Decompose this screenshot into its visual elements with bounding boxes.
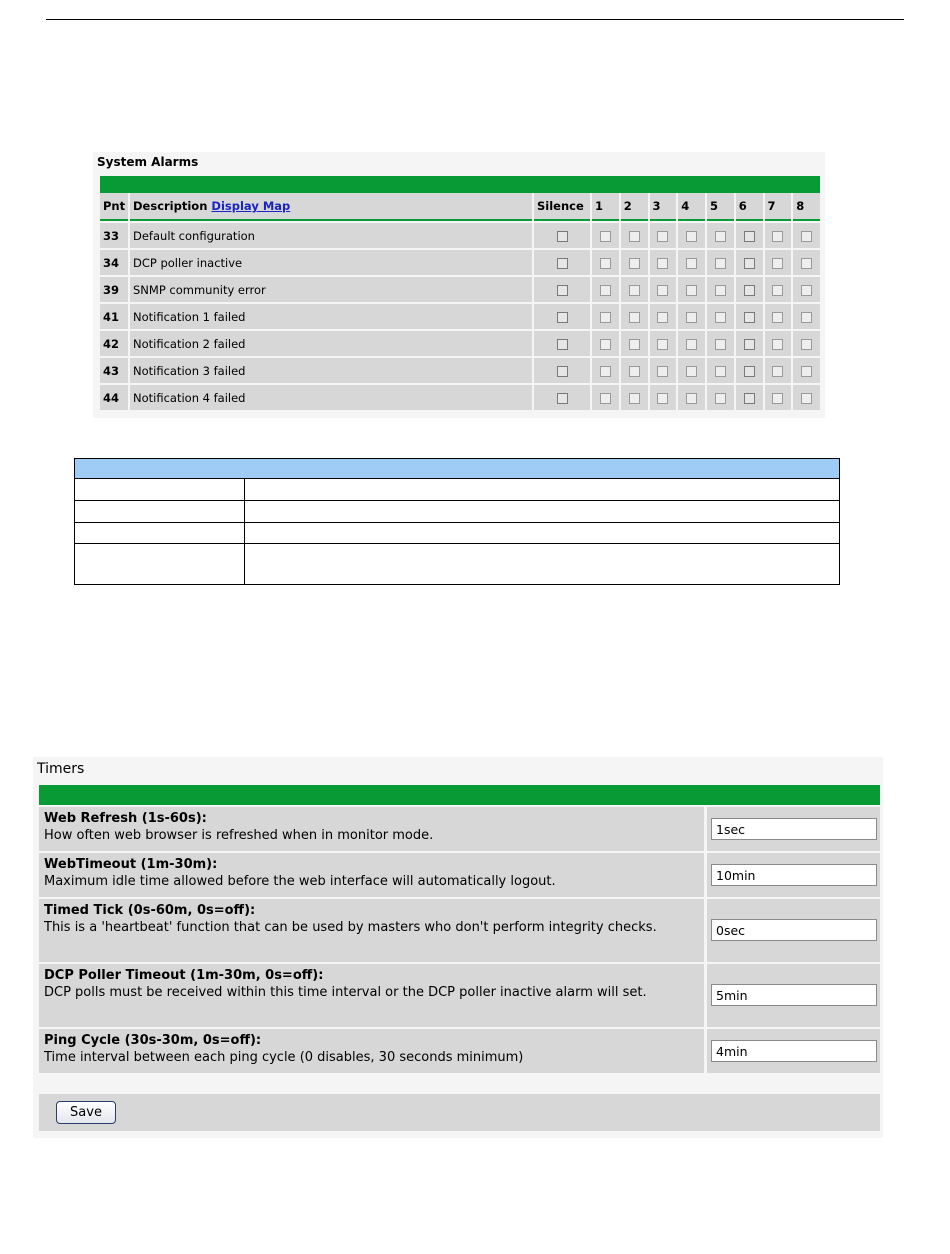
notification-3-checkbox[interactable] [657, 285, 668, 296]
notification-cell [707, 383, 734, 410]
timer-description: Maximum idle time allowed before the web interface will automatically logout. [44, 874, 556, 889]
alarm-point: 43 [100, 356, 128, 383]
col-description-label: Description [133, 199, 208, 213]
notification-cell [678, 302, 705, 329]
timer-value-cell [707, 807, 880, 851]
blank-info-table [74, 458, 840, 585]
notification-cell [621, 329, 648, 356]
notification-5-checkbox[interactable] [715, 285, 726, 296]
timer-label-cell [39, 964, 704, 1027]
timer-row [39, 899, 880, 962]
notification-cell [793, 383, 820, 410]
save-button[interactable]: Save [56, 1101, 116, 1124]
notification-6-checkbox[interactable] [744, 312, 755, 323]
timer-label: Web Refresh (1s-60s): [44, 811, 207, 826]
save-bar [39, 1094, 880, 1131]
notification-8-checkbox[interactable] [801, 339, 812, 350]
alarm-description: Notification 3 failed [130, 356, 532, 383]
notification-cell [678, 356, 705, 383]
silence-cell [534, 275, 590, 302]
timer-value-input[interactable] [711, 1040, 877, 1062]
notification-8-checkbox[interactable] [801, 312, 812, 323]
notification-cell [621, 248, 648, 275]
notification-cell [736, 248, 763, 275]
silence-checkbox[interactable] [557, 312, 568, 323]
notification-cell [793, 275, 820, 302]
timer-row [39, 1029, 880, 1073]
col-notif-1: 1 [592, 193, 619, 221]
silence-checkbox[interactable] [557, 339, 568, 350]
alarm-row [100, 248, 820, 275]
notification-cell [678, 275, 705, 302]
notification-3-checkbox[interactable] [657, 312, 668, 323]
notification-cell [765, 221, 792, 248]
notification-5-checkbox[interactable] [715, 339, 726, 350]
system-alarms-title: System Alarms [97, 155, 199, 169]
notification-6-checkbox[interactable] [744, 285, 755, 296]
notification-4-checkbox[interactable] [686, 258, 697, 269]
notification-cell [793, 248, 820, 275]
silence-cell [534, 221, 590, 248]
notification-cell [736, 302, 763, 329]
blank-cell [245, 523, 840, 544]
timer-description: How often web browser is refreshed when in monitor mode. [44, 828, 434, 843]
notification-3-checkbox[interactable] [657, 339, 668, 350]
notification-6-checkbox[interactable] [744, 366, 755, 377]
notification-1-checkbox[interactable] [600, 339, 611, 350]
notification-cell [650, 275, 677, 302]
timer-label: WebTimeout (1m-30m): [44, 857, 218, 872]
notification-2-checkbox[interactable] [629, 231, 640, 242]
notification-7-checkbox[interactable] [772, 366, 783, 377]
notification-8-checkbox[interactable] [801, 285, 812, 296]
notification-cell [621, 275, 648, 302]
notification-cell [592, 356, 619, 383]
silence-checkbox[interactable] [557, 393, 568, 404]
notification-4-checkbox[interactable] [686, 393, 697, 404]
col-description [130, 193, 532, 221]
alarm-point: 42 [100, 329, 128, 356]
alarm-point: 41 [100, 302, 128, 329]
notification-cell [650, 329, 677, 356]
notification-cell [765, 329, 792, 356]
notification-cell [650, 248, 677, 275]
notification-5-checkbox[interactable] [715, 258, 726, 269]
notification-3-checkbox[interactable] [657, 258, 668, 269]
silence-cell [534, 383, 590, 410]
notification-cell [707, 221, 734, 248]
alarms-header-bar [100, 176, 820, 193]
notification-7-checkbox[interactable] [772, 339, 783, 350]
timer-label: DCP Poller Timeout (1m-30m, 0s=off): [44, 968, 324, 983]
notification-cell [678, 329, 705, 356]
notification-1-checkbox[interactable] [600, 285, 611, 296]
notification-7-checkbox[interactable] [772, 231, 783, 242]
notification-4-checkbox[interactable] [686, 285, 697, 296]
notification-3-checkbox[interactable] [657, 231, 668, 242]
timers-title: Timers [37, 761, 85, 777]
alarm-row [100, 221, 820, 248]
notification-cell [793, 329, 820, 356]
notification-1-checkbox[interactable] [600, 393, 611, 404]
notification-4-checkbox[interactable] [686, 312, 697, 323]
notification-cell [765, 302, 792, 329]
notification-6-checkbox[interactable] [744, 393, 755, 404]
alarm-row [100, 302, 820, 329]
notification-5-checkbox[interactable] [715, 366, 726, 377]
alarm-description: Default configuration [130, 221, 532, 248]
col-notif-6: 6 [736, 193, 763, 221]
timer-value-cell [707, 899, 880, 962]
blank-cell [245, 501, 840, 523]
notification-2-checkbox[interactable] [629, 366, 640, 377]
alarm-point: 33 [100, 221, 128, 248]
alarm-description: Notification 1 failed [130, 302, 532, 329]
col-notif-2: 2 [621, 193, 648, 221]
notification-cell [765, 356, 792, 383]
silence-checkbox[interactable] [557, 258, 568, 269]
notification-1-checkbox[interactable] [600, 231, 611, 242]
col-notif-4: 4 [678, 193, 705, 221]
silence-cell [534, 302, 590, 329]
notification-cell [592, 221, 619, 248]
notification-cell [736, 329, 763, 356]
alarm-row [100, 275, 820, 302]
timer-value-input[interactable] [711, 984, 877, 1006]
timer-value-cell [707, 853, 880, 897]
timer-row [39, 807, 880, 851]
timer-value-cell [707, 964, 880, 1027]
notification-4-checkbox[interactable] [686, 339, 697, 350]
notification-cell [650, 302, 677, 329]
notification-cell [621, 383, 648, 410]
timer-label: Timed Tick (0s-60m, 0s=off): [44, 903, 256, 918]
notification-3-checkbox[interactable] [657, 366, 668, 377]
blank-cell [75, 479, 245, 501]
notification-2-checkbox[interactable] [629, 312, 640, 323]
timer-label-cell [39, 807, 704, 851]
alarm-description: Notification 2 failed [130, 329, 532, 356]
timer-label-cell [39, 853, 704, 897]
alarm-point: 44 [100, 383, 128, 410]
notification-8-checkbox[interactable] [801, 231, 812, 242]
notification-7-checkbox[interactable] [772, 312, 783, 323]
notification-cell [678, 383, 705, 410]
notification-2-checkbox[interactable] [629, 393, 640, 404]
timer-value-input[interactable] [711, 919, 877, 941]
display-map-link[interactable]: Display Map [211, 199, 291, 213]
notification-cell [707, 356, 734, 383]
timer-label: Ping Cycle (30s-30m, 0s=off): [44, 1033, 262, 1048]
notification-cell [621, 302, 648, 329]
notification-8-checkbox[interactable] [801, 258, 812, 269]
silence-checkbox[interactable] [557, 285, 568, 296]
top-rule [46, 19, 904, 20]
notification-cell [765, 248, 792, 275]
alarms-column-headers [100, 193, 820, 221]
alarm-row [100, 383, 820, 410]
notification-cell [592, 302, 619, 329]
notification-cell [592, 248, 619, 275]
silence-cell [534, 329, 590, 356]
alarm-description: Notification 4 failed [130, 383, 532, 410]
timer-label-cell [39, 899, 704, 962]
notification-8-checkbox[interactable] [801, 393, 812, 404]
alarm-point: 34 [100, 248, 128, 275]
notification-cell [592, 275, 619, 302]
notification-2-checkbox[interactable] [629, 258, 640, 269]
blank-table-header [75, 459, 840, 479]
alarm-point: 39 [100, 275, 128, 302]
notification-cell [621, 356, 648, 383]
blank-cell [75, 501, 245, 523]
notification-3-checkbox[interactable] [657, 393, 668, 404]
notification-6-checkbox[interactable] [744, 339, 755, 350]
notification-cell [736, 356, 763, 383]
alarm-description: SNMP community error [130, 275, 532, 302]
notification-7-checkbox[interactable] [772, 258, 783, 269]
notification-5-checkbox[interactable] [715, 393, 726, 404]
notification-cell [621, 221, 648, 248]
timer-description: Time interval between each ping cycle (0 disables, 30 seconds minimum) [44, 1050, 524, 1065]
notification-cell [707, 248, 734, 275]
silence-checkbox[interactable] [557, 231, 568, 242]
notification-7-checkbox[interactable] [772, 393, 783, 404]
notification-cell [707, 329, 734, 356]
blank-cell [75, 523, 245, 544]
blank-cell [75, 544, 245, 585]
timer-description: DCP polls must be received within this time interval or the DCP poller inactive alarm will set. [44, 985, 647, 1000]
notification-1-checkbox[interactable] [600, 312, 611, 323]
notification-cell [793, 302, 820, 329]
notification-1-checkbox[interactable] [600, 366, 611, 377]
notification-cell [736, 221, 763, 248]
notification-cell [707, 275, 734, 302]
notification-5-checkbox[interactable] [715, 312, 726, 323]
col-notif-7: 7 [765, 193, 792, 221]
timer-row [39, 853, 880, 897]
notification-cell [765, 383, 792, 410]
alarm-description: DCP poller inactive [130, 248, 532, 275]
silence-checkbox[interactable] [557, 366, 568, 377]
notification-2-checkbox[interactable] [629, 285, 640, 296]
notification-8-checkbox[interactable] [801, 366, 812, 377]
timer-description: This is a 'heartbeat' function that can be used by masters who don't perform integrity checks. [44, 920, 657, 935]
notification-5-checkbox[interactable] [715, 231, 726, 242]
timers-header-bar [39, 785, 880, 805]
notification-cell [736, 383, 763, 410]
alarm-row [100, 329, 820, 356]
col-notif-8: 8 [793, 193, 820, 221]
notification-cell [765, 275, 792, 302]
notification-cell [793, 221, 820, 248]
notification-cell [592, 383, 619, 410]
silence-cell [534, 356, 590, 383]
notification-cell [793, 356, 820, 383]
blank-cell [245, 544, 840, 585]
notification-cell [650, 221, 677, 248]
timer-label-cell [39, 1029, 704, 1073]
notification-cell [707, 302, 734, 329]
timer-value-input[interactable] [711, 864, 877, 886]
timers-panel [33, 757, 883, 1138]
timer-value-input[interactable] [711, 818, 877, 840]
timer-value-cell [707, 1029, 880, 1073]
notification-1-checkbox[interactable] [600, 258, 611, 269]
notification-7-checkbox[interactable] [772, 285, 783, 296]
system-alarms-panel [93, 152, 825, 418]
col-silence: Silence [534, 193, 590, 221]
timer-row [39, 964, 880, 1027]
col-notif-5: 5 [707, 193, 734, 221]
notification-cell [736, 275, 763, 302]
notification-cell [678, 221, 705, 248]
notification-2-checkbox[interactable] [629, 339, 640, 350]
silence-cell [534, 248, 590, 275]
blank-cell [245, 479, 840, 501]
notification-cell [650, 383, 677, 410]
notification-6-checkbox[interactable] [744, 231, 755, 242]
col-notif-3: 3 [650, 193, 677, 221]
notification-4-checkbox[interactable] [686, 366, 697, 377]
notification-4-checkbox[interactable] [686, 231, 697, 242]
notification-cell [678, 248, 705, 275]
col-pnt: Pnt [100, 193, 128, 221]
notification-cell [592, 329, 619, 356]
system-alarms-table [98, 176, 822, 410]
notification-cell [650, 356, 677, 383]
alarm-row [100, 356, 820, 383]
notification-6-checkbox[interactable] [744, 258, 755, 269]
